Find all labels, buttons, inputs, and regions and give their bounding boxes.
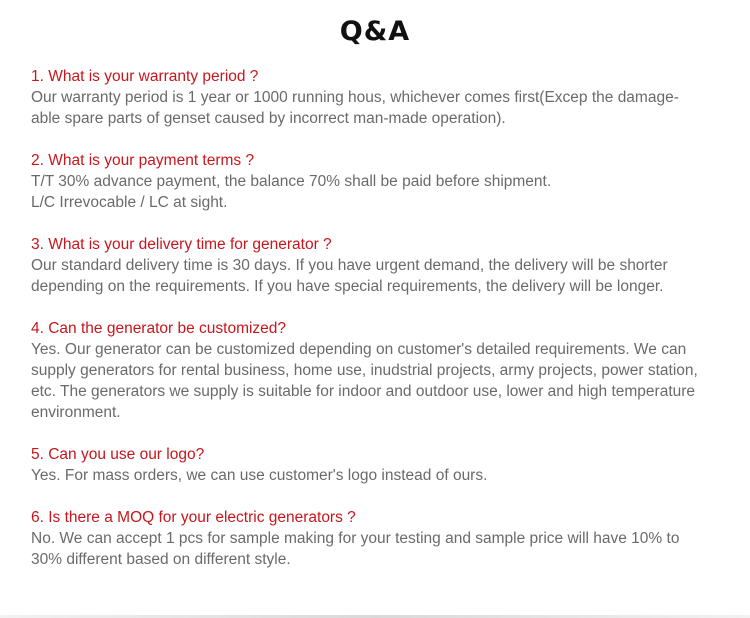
page-title: Q&A (339, 16, 411, 47)
answer-customized (31, 339, 731, 423)
answer-line: depending on the requirements. If you have special requirements, the delivery will be longer. (31, 278, 664, 295)
question-payment: 2. What is your payment terms ? (31, 152, 255, 169)
question-warranty: 1. What is your warranty period ? (31, 68, 259, 85)
answer-line: supply generators for rental business, home use, inudstrial projects, army projects, power station, (31, 362, 698, 379)
answer-line: Our warranty period is 1 year or 1000 running hous, whichever comes first(Excep the damage- (31, 89, 679, 106)
answer-line: Yes. Our generator can be customized depending on customer's detailed requirements. We can (31, 341, 687, 358)
answer-logo (31, 465, 731, 486)
answer-line: Our standard delivery time is 30 days. If you have urgent demand, the delivery will be shorter (31, 257, 668, 274)
qa-item-delivery (31, 234, 731, 297)
answer-line: environment. (31, 404, 121, 421)
qa-item-warranty (31, 66, 731, 129)
qa-item-logo (31, 444, 731, 486)
answer-line: etc. The generators we supply is suitable for indoor and outdoor use, lower and high temperature (31, 383, 696, 400)
answer-moq (31, 528, 731, 570)
answer-line: 30% different based on different style. (31, 551, 291, 568)
qa-item-moq (31, 507, 731, 570)
answer-delivery (31, 255, 731, 297)
question-delivery: 3. What is your delivery time for generator ? (31, 236, 332, 253)
answer-line: No. We can accept 1 pcs for sample making for your testing and sample price will have 10% to (31, 530, 680, 547)
answer-payment (31, 171, 731, 213)
qa-item-payment (31, 150, 731, 213)
answer-line: L/C Irrevocable / LC at sight. (31, 194, 228, 211)
question-logo: 5. Can you use our logo? (31, 446, 205, 463)
answer-warranty (31, 87, 731, 129)
question-moq: 6. Is there a MOQ for your electric generators ? (31, 509, 356, 526)
answer-line: T/T 30% advance payment, the balance 70% shall be paid before shipment. (31, 173, 552, 190)
answer-line: able spare parts of genset caused by incorrect man-made operation). (31, 110, 506, 127)
qa-item-customized (31, 318, 731, 423)
answer-line: Yes. For mass orders, we can use customer's logo instead of ours. (31, 467, 488, 484)
question-customized: 4. Can the generator be customized? (31, 320, 287, 337)
